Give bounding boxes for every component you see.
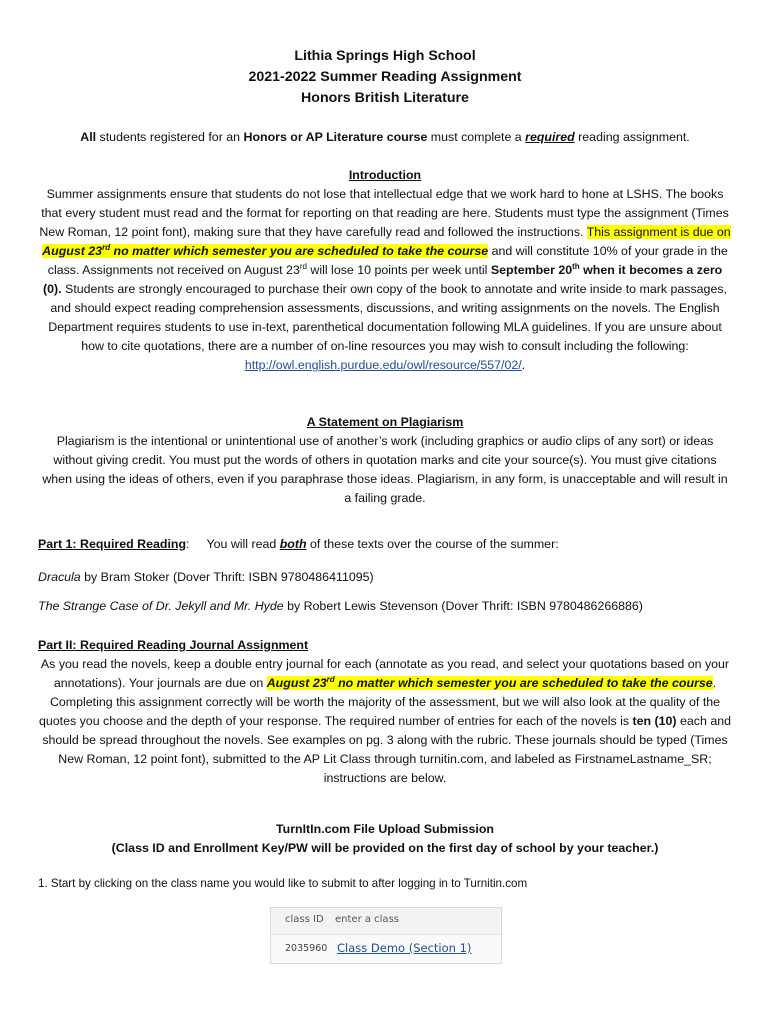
intro-p4: Students are strongly encouraged to purchase their own copy of the book to annotate and write inside to mark passages, and should expect reading comprehension assessments, discussions, and writing assignments on the novels. The English Department requires students to use in-text, parenthetical documentation following MLA guidelines. If you are unsure about how to cite quotations, there are a number of on-line resources you may wish to consult including the following: xyxy=(48,282,727,353)
due-date-sup: rd xyxy=(102,242,111,252)
due-condition: no matter which semester you are scheduled to take the course xyxy=(110,244,489,258)
assignment-title: 2021-2022 Summer Reading Assignment xyxy=(248,69,522,85)
book-dracula xyxy=(38,568,732,587)
document-header xyxy=(0,46,770,109)
part2-ten: ten (10) xyxy=(632,714,677,728)
enter-class-column-header: enter a class xyxy=(335,914,399,925)
book1-title: Dracula xyxy=(38,570,81,584)
part2-due-highlight xyxy=(267,676,713,690)
class-name-link[interactable]: Class Demo (Section 1) xyxy=(337,941,472,955)
due-date xyxy=(42,244,488,258)
intro-p1: Summer assignments ensure that students do not lose that intellectual edge that we work hard to hone at LSHS. The books that every student must read and the format for reporting on that reading are here. Students must type the assignment (Times New Roman, 12 point font), making sure that they have carefully read and followed the instructions. xyxy=(39,187,729,239)
part1-line xyxy=(38,535,732,554)
introduction-paragraph xyxy=(38,185,732,375)
part2-text-2: . Completing this assignment correctly will be worth the majority of the assessment, but we will also look at the quality of the quotes you choose and the depth of your response. The required number of entries for each of the novels is xyxy=(38,676,721,728)
book2-title: The Strange Case of Dr. Jekyll and Mr. Hyde xyxy=(38,599,284,613)
part1-text-1: You will read xyxy=(206,537,280,551)
zero-date-b: when it becomes a zero (0). xyxy=(43,263,723,296)
part2-due-sup: rd xyxy=(326,674,335,684)
class-id-column-header: class ID xyxy=(285,914,324,925)
purdue-owl-link[interactable]: http://owl.english.purdue.edu/owl/resource/557/02/ xyxy=(244,358,522,372)
intro-text-2: must complete a xyxy=(427,130,526,144)
part2-due-condition: no matter which semester you are scheduled to take the course xyxy=(334,676,713,690)
zero-date-a: September 20 xyxy=(490,263,573,277)
intro-p2: and will constitute 10% of your grade in the class. Assignments not received on August 23 xyxy=(47,244,728,277)
part2-text-1: As you read the novels, keep a double entry journal for each (annotate as you read, and select your quotations based on your annotations). Your journals are due on xyxy=(40,657,730,690)
due-text: This assignment is due on xyxy=(586,225,731,239)
intro-line xyxy=(38,128,732,147)
intro-all: All xyxy=(80,130,97,144)
book1-details: by Bram Stoker (Dover Thrift: ISBN 9780486411095) xyxy=(80,570,374,584)
zero-date-sup: th xyxy=(572,261,580,271)
part1-both: both xyxy=(279,537,307,551)
intro-text-1: students registered for an xyxy=(96,130,244,144)
part2-paragraph xyxy=(38,655,732,788)
intro-p2-sup: rd xyxy=(299,261,307,271)
intro-course: Honors or AP Literature course xyxy=(243,130,428,144)
intro-required: required xyxy=(525,130,575,144)
turnitin-step1: 1. Start by clicking on the class name you would like to submit to after logging in to Turnitin.com xyxy=(38,877,528,890)
part2-text-3: each and should be spread throughout the novels. See examples on pg. 3 along with the rubric. These journals should be typed (Times New Roman, 12 point font), submitted to the AP Lit Class through turnitin.com, and labeled as FirstnameLastname_SR; instructions are below. xyxy=(42,714,732,785)
turnitin-subheading: (Class ID and Enrollment Key/PW will be provided on the first day of school by your teacher.) xyxy=(111,841,659,855)
book2-details: by Robert Lewis Stevenson (Dover Thrift: ISBN 9780486266886) xyxy=(283,599,643,613)
turnitin-heading: TurnItIn.com File Upload Submission xyxy=(276,822,494,836)
intro-text-3: reading assignment. xyxy=(574,130,690,144)
part1-text-2: of these texts over the course of the summer: xyxy=(306,537,559,551)
course-title: Honors British Literature xyxy=(301,90,469,106)
turnitin-class-screenshot xyxy=(270,907,502,964)
plagiarism-heading: A Statement on Plagiarism xyxy=(306,415,464,429)
plagiarism-paragraph: Plagiarism is the intentional or unintentional use of another’s work (including graphics or audio clips of any sort) or ideas without giving credit. You must put the words of others in quotation marks and cite your source(s). You must give citations when using the ideas of others, even if you paraphrase those ideas. Plagiarism, in any form, is unacceptable and will result in a failing grade. xyxy=(42,434,728,505)
book-jekyll xyxy=(38,597,732,616)
introduction-section xyxy=(38,166,732,375)
part2-section xyxy=(38,636,732,788)
turnitin-header xyxy=(38,820,732,858)
part2-due-date: August 23 xyxy=(266,676,327,690)
class-id-value: 2035960 xyxy=(285,943,328,954)
intro-p5: . xyxy=(521,358,526,372)
part1-heading: Part 1: Required Reading xyxy=(38,537,187,551)
due-date-text: August 23 xyxy=(42,244,103,258)
school-name: Lithia Springs High School xyxy=(294,48,476,64)
part2-heading: Part II: Required Reading Journal Assignment xyxy=(38,638,309,652)
plagiarism-section xyxy=(38,413,732,508)
part1-colon: : xyxy=(186,537,190,551)
intro-p3: will lose 10 points per week until xyxy=(306,263,491,277)
introduction-heading: Introduction xyxy=(348,168,422,182)
